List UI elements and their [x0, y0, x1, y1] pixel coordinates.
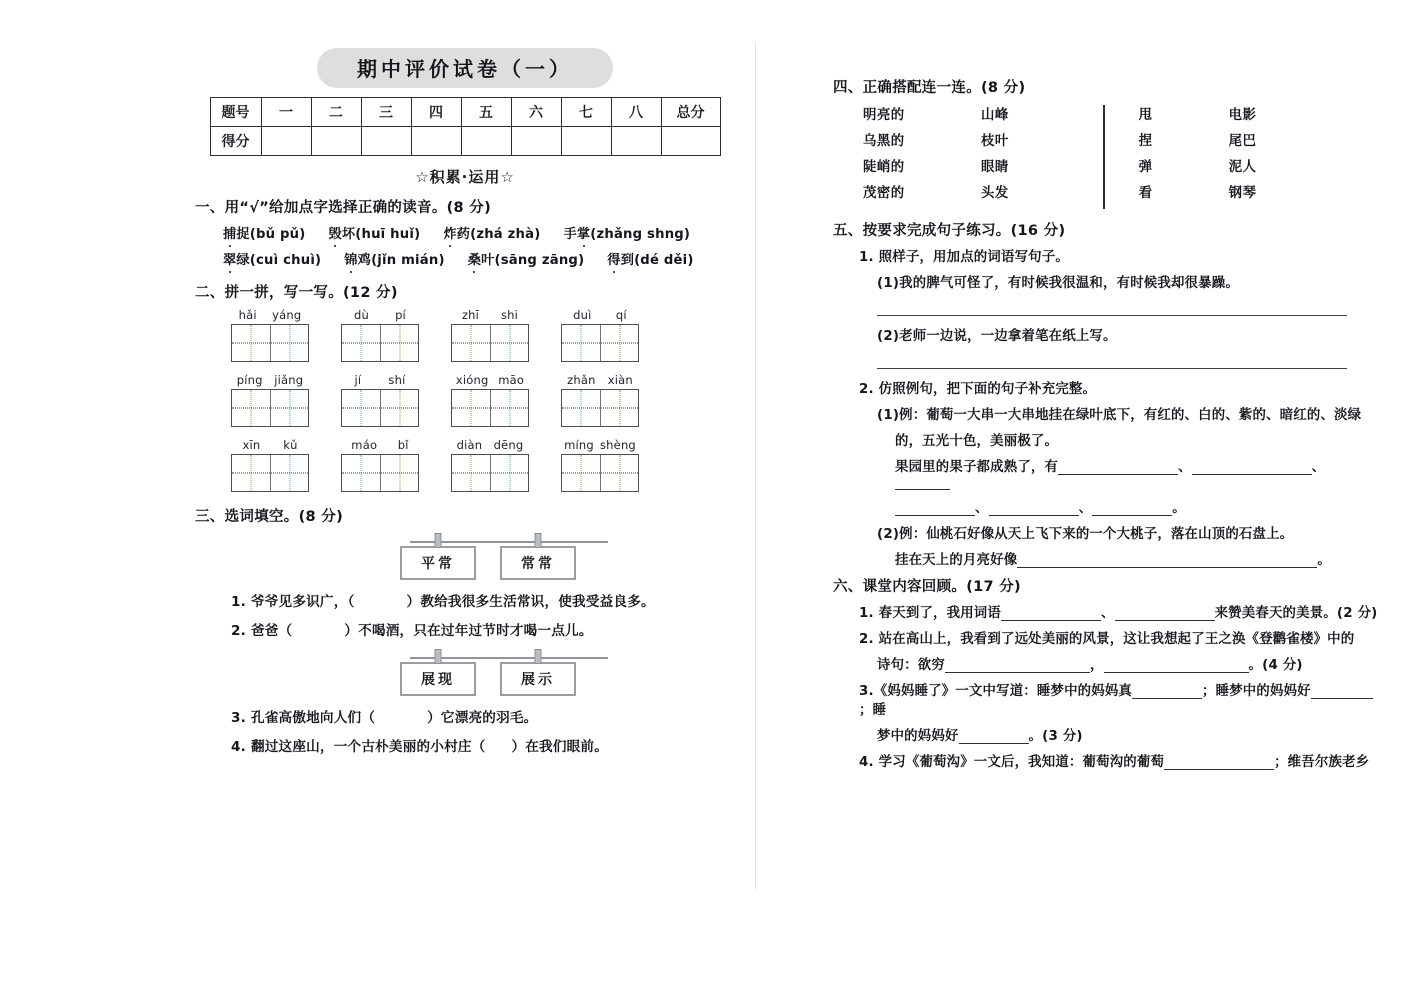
word-bank-unit	[500, 662, 576, 696]
match-item[interactable]: 看	[1138, 186, 1153, 201]
pron-row	[223, 223, 735, 242]
word-bank-peg-icon	[435, 533, 442, 548]
answer-blank[interactable]	[945, 658, 1090, 673]
match-item[interactable]: 山峰	[981, 108, 1009, 123]
pron-item[interactable]	[328, 223, 420, 242]
dotted-char: 锦	[344, 253, 358, 268]
dotted-char: 翠	[223, 253, 237, 268]
pinyin-2: yáng	[272, 308, 302, 322]
tianzige-cell[interactable]	[600, 325, 638, 361]
pron-options: (huī huǐ)	[355, 227, 421, 242]
tianzige-cell[interactable]	[270, 455, 308, 491]
answer-blank[interactable]	[959, 729, 1029, 744]
pinyin-label	[231, 373, 309, 387]
s6-item-2a: 2. 站在高山上，我看到了远处美丽的风景，这让我想起了王之涣《登鹳雀楼》中的	[859, 632, 1355, 647]
tianzige-cell[interactable]	[380, 390, 418, 426]
tianzige-box[interactable]	[451, 324, 529, 362]
tianzige-group	[451, 438, 529, 492]
s5-item-2-2b-text: 挂在天上的月亮好像	[895, 553, 1018, 568]
item-number: 1.	[231, 594, 247, 610]
item-text-after: ）教给我很多生活常识，使我受益良多。	[406, 594, 655, 610]
answer-blank[interactable]	[1192, 460, 1312, 475]
s6-item-4-a: 4. 学习《葡萄沟》一文后，我知道：葡萄沟的葡萄	[859, 755, 1165, 770]
word-option[interactable]: 平常	[400, 546, 476, 580]
pinyin-2: pí	[395, 308, 406, 322]
tianzige-cell[interactable]	[490, 390, 528, 426]
answer-blank[interactable]	[1058, 460, 1178, 475]
word-bank-peg-icon	[535, 649, 542, 664]
score-cell-4[interactable]	[411, 127, 461, 156]
pinyin-label	[561, 308, 639, 322]
tianzige-cell[interactable]	[562, 390, 600, 426]
fill-item	[231, 706, 735, 726]
section-2-heading: 二、拼一拼，写一写。(12 分)	[195, 285, 398, 301]
tianzige-cell[interactable]	[600, 390, 638, 426]
pinyin-label	[561, 438, 639, 452]
answer-blank[interactable]	[1001, 606, 1101, 621]
title-banner-wrap	[195, 48, 735, 88]
tianzige-cell[interactable]	[232, 455, 270, 491]
s6-item-2-c: 。(4 分)	[1248, 658, 1303, 673]
tianzige-box[interactable]	[451, 454, 529, 492]
pron-options: (zhǎng shng)	[590, 227, 691, 242]
item-text-before: 爷爷见多识广，（	[250, 594, 355, 610]
s5-item-2-1d: 、 、 。	[833, 497, 1378, 516]
pron-options: (jǐn mián)	[371, 253, 445, 268]
tianzige-group	[561, 373, 639, 427]
pron-word-rest: 捉	[236, 227, 250, 242]
answer-blank[interactable]	[895, 475, 950, 490]
score-col-3: 三	[361, 98, 411, 127]
s5-item-2-2b: 挂在天上的月亮好像 。	[895, 553, 1331, 568]
match-item[interactable]: 捏	[1138, 134, 1153, 149]
pinyin-2: qí	[615, 308, 627, 322]
match-item[interactable]: 尾巴	[1228, 134, 1257, 149]
score-cell-3[interactable]	[361, 127, 411, 156]
answer-line[interactable]	[877, 298, 1347, 316]
tianzige-cell[interactable]	[232, 325, 270, 361]
tianzige-box[interactable]	[341, 454, 419, 492]
pinyin-2: xiàn	[607, 373, 633, 387]
s5-item-1-1: (1)我的脾气可怪了，有时候我很温和，有时候我却很暴躁。	[877, 276, 1239, 291]
s5-item-2-1c-text: 果园里的果子都成熟了，有	[895, 460, 1059, 475]
score-cell-6[interactable]	[511, 127, 561, 156]
matching-half-right	[1105, 103, 1374, 209]
tianzige-group	[561, 438, 639, 492]
match-item[interactable]: 眼睛	[981, 160, 1009, 175]
tianzige-box[interactable]	[231, 324, 309, 362]
fill-item	[231, 590, 735, 610]
section-3-heading: 三、选词填空。(8 分)	[195, 509, 343, 525]
pinyin-1: míng	[564, 438, 594, 452]
section-4-heading: 四、正确搭配连一连。(8 分)	[833, 80, 1026, 96]
s6-item-3b	[833, 725, 1378, 744]
tianzige-box[interactable]	[341, 324, 419, 362]
tianzige-group	[231, 373, 309, 427]
match-item[interactable]: 茂密的	[863, 186, 905, 201]
match-item[interactable]: 钢琴	[1228, 186, 1257, 201]
pinyin-1: máo	[351, 438, 378, 452]
page-title: 期中评价试卷（一）	[317, 48, 613, 88]
s5-item-2: 2. 仿照例句，把下面的句子补充完整。	[859, 382, 1097, 397]
s6-item-3-e: 。(3 分)	[1028, 729, 1083, 744]
pinyin-label	[341, 438, 419, 452]
pinyin-1: zhī	[461, 308, 480, 322]
tianzige-cell[interactable]	[380, 325, 418, 361]
pron-word-rest: 药	[456, 227, 471, 242]
tianzige-box[interactable]	[561, 454, 639, 492]
pinyin-1: diàn	[456, 438, 483, 452]
tianzige-cell[interactable]	[342, 455, 380, 491]
word-bank-peg-icon	[535, 533, 542, 548]
score-col-7: 七	[561, 98, 611, 127]
match-column-objects	[1229, 103, 1339, 209]
tianzige-cell[interactable]	[562, 325, 600, 361]
pron-word-rest: 鸡	[357, 253, 372, 268]
pinyin-label	[231, 308, 309, 322]
match-column-adjectives	[863, 103, 981, 209]
pron-word-rest: 坏	[341, 227, 356, 242]
tianzige-cell[interactable]	[380, 455, 418, 491]
answer-blank[interactable]	[1092, 501, 1172, 516]
pinyin-label	[451, 308, 529, 322]
answer-line[interactable]	[877, 351, 1347, 369]
s6-item-4	[833, 751, 1378, 770]
score-cell-7[interactable]	[561, 127, 611, 156]
score-cell-2[interactable]	[311, 127, 361, 156]
dotted-char: 桑	[467, 253, 482, 268]
score-cell-1[interactable]	[261, 127, 311, 156]
pinyin-2: shèng	[599, 438, 636, 452]
match-item[interactable]: 明亮的	[863, 108, 905, 123]
tianzige-box[interactable]	[341, 389, 419, 427]
tianzige-cell[interactable]	[452, 455, 490, 491]
pron-options: (cuì chuì)	[249, 253, 322, 268]
pinyin-label	[451, 438, 529, 452]
word-bank-peg-icon	[435, 649, 442, 664]
tianzige-box[interactable]	[231, 454, 309, 492]
left-column	[195, 48, 735, 764]
word-bank-boxes	[400, 662, 576, 696]
pinyin-2: bǐ	[397, 438, 409, 452]
word-bank-unit	[400, 662, 476, 696]
pron-word-rest: 叶	[481, 253, 495, 268]
s6-item-4-b: ；维吾尔族老乡	[1274, 755, 1370, 770]
pron-word-rest: 绿	[236, 253, 250, 268]
score-cell-5[interactable]	[461, 127, 511, 156]
score-col-4: 四	[411, 98, 461, 127]
tianzige-row	[231, 373, 735, 427]
fill-item	[231, 619, 735, 639]
match-item[interactable]: 陡峭的	[863, 160, 905, 175]
tianzige-cell[interactable]	[600, 455, 638, 491]
word-bank-group-1	[195, 532, 735, 588]
pinyin-label	[451, 373, 529, 387]
item-number: 2.	[231, 623, 247, 639]
tianzige-cell[interactable]	[562, 455, 600, 491]
section-1-body	[195, 223, 735, 268]
s6-item-3-c: ；睡	[859, 703, 887, 718]
item-text-after: ）它漂亮的羽毛。	[427, 710, 538, 726]
tianzige-cell[interactable]	[270, 390, 308, 426]
tianzige-group	[231, 308, 309, 362]
item-text-after: ）不喝酒，只在过年过节时才喝一点儿。	[344, 623, 593, 639]
s5-item-2-2a: (2)例：仙桃石好像从天上飞下来的一个大桃子，落在山顶的石盘上。	[877, 527, 1294, 542]
score-col-6: 六	[511, 98, 561, 127]
matching-columns	[863, 103, 1378, 209]
pinyin-label	[341, 308, 419, 322]
answer-blank[interactable]	[1311, 684, 1373, 699]
tianzige-row	[231, 308, 735, 362]
tianzige-group	[561, 308, 639, 362]
pinyin-label	[341, 373, 419, 387]
word-bank-unit	[400, 546, 476, 580]
pinyin-1: zhǎn	[567, 373, 596, 387]
pinyin-2: shí	[388, 373, 406, 387]
tianzige-cell[interactable]	[342, 325, 380, 361]
score-col-total: 总分	[661, 98, 720, 127]
s5-item-1-2: (2)老师一边说，一边拿着笔在纸上写。	[877, 329, 1117, 344]
pron-word-rest: 到	[620, 253, 635, 268]
fill-list-group-2	[195, 706, 735, 755]
score-col-5: 五	[461, 98, 511, 127]
column-divider	[755, 42, 756, 890]
pinyin-2: kǔ	[283, 438, 298, 452]
tianzige-box[interactable]	[231, 389, 309, 427]
score-cell-8[interactable]	[611, 127, 661, 156]
answer-blank[interactable]	[1164, 755, 1274, 770]
match-item[interactable]: 弹	[1138, 160, 1153, 175]
pinyin-2: shi	[500, 308, 519, 322]
pinyin-1: hǎi	[238, 308, 257, 322]
answer-blank[interactable]	[1132, 684, 1202, 699]
pron-word-lead: 手	[563, 227, 577, 242]
s6-item-3-b: ；睡梦中的妈妈好	[1202, 684, 1311, 699]
tianzige-cell[interactable]	[232, 390, 270, 426]
tianzige-row	[231, 438, 735, 492]
section-1-heading: 一、用“√”给加点字选择正确的读音。(8 分)	[195, 200, 492, 216]
tianzige-box[interactable]	[451, 389, 529, 427]
tianzige-cell[interactable]	[490, 325, 528, 361]
tianzige-group	[341, 308, 419, 362]
pron-options: (sāng zāng)	[494, 253, 585, 268]
tianzige-group	[231, 438, 309, 492]
item-text-after: ）在我们眼前。	[511, 739, 609, 755]
dotted-char: 捕	[223, 227, 237, 242]
pinyin-2: dēng	[493, 438, 524, 452]
s6-item-3-a: 3.《妈妈睡了》一文中写道：睡梦中的妈妈真	[859, 684, 1133, 699]
pinyin-1: xióng	[455, 373, 489, 387]
pron-item[interactable]	[344, 249, 444, 268]
dotted-char: 掌	[576, 227, 591, 242]
word-option[interactable]: 展现	[400, 662, 476, 696]
score-col-2: 二	[311, 98, 361, 127]
pron-item[interactable]	[443, 223, 540, 242]
pron-item[interactable]	[607, 249, 693, 268]
s5-item-1: 1. 照样子，用加点的词语写句子。	[859, 250, 1069, 265]
tianzige-group	[341, 373, 419, 427]
pron-options: (bǔ pǔ)	[249, 227, 306, 242]
right-column	[833, 76, 1378, 777]
tianzige-box[interactable]	[561, 389, 639, 427]
dotted-char: 毁	[328, 227, 342, 242]
s5-item-2-1b: 的，五光十色，美丽极了。	[895, 434, 1059, 449]
matching-half-left	[863, 103, 1103, 209]
tianzige-box[interactable]	[561, 324, 639, 362]
pron-item[interactable]	[468, 249, 585, 268]
tianzige-group	[451, 373, 529, 427]
s6-item-3a	[833, 680, 1378, 718]
section-4-body	[833, 103, 1378, 209]
pinyin-label	[561, 373, 639, 387]
tianzige-cell[interactable]	[490, 455, 528, 491]
word-option[interactable]: 常常	[500, 546, 576, 580]
score-col-1: 一	[261, 98, 311, 127]
word-option[interactable]: 展示	[500, 662, 576, 696]
pinyin-1: dù	[354, 308, 370, 322]
pinyin-2: jiǎng	[274, 373, 304, 387]
pinyin-1: duì	[573, 308, 592, 322]
pron-row	[223, 249, 735, 268]
section-6-heading: 六、课堂内容回顾。(17 分)	[833, 579, 1021, 595]
pinyin-1: píng	[236, 373, 263, 387]
match-column-verbs	[1139, 103, 1229, 209]
item-text-before: 爸爸（	[250, 623, 293, 639]
match-item[interactable]: 头发	[981, 186, 1009, 201]
s5-item-2-1a: (1)例：葡萄一大串一大串地挂在绿叶底下，有红的、白的、紫的、暗红的、淡绿	[877, 408, 1362, 423]
tianzige-cell[interactable]	[270, 325, 308, 361]
match-item[interactable]: 乌黑的	[863, 134, 905, 149]
item-number: 4.	[231, 739, 247, 755]
tianzige-cell[interactable]	[452, 390, 490, 426]
section-subheading: ☆积累·运用☆	[415, 168, 515, 186]
word-bank-unit	[500, 546, 576, 580]
score-table-row-label-2: 得分	[210, 127, 261, 156]
tianzige-cell[interactable]	[342, 390, 380, 426]
pinyin-2: māo	[498, 373, 525, 387]
pron-item[interactable]	[223, 249, 321, 268]
match-item[interactable]: 枝叶	[981, 134, 1009, 149]
match-item[interactable]: 泥人	[1228, 160, 1257, 175]
match-item[interactable]: 甩	[1138, 108, 1153, 123]
s6-item-2-b: 诗句：欲穷	[877, 658, 945, 673]
answer-blank[interactable]	[1017, 553, 1317, 568]
section-2-body	[195, 308, 735, 492]
answer-blank[interactable]	[1115, 606, 1215, 621]
match-item[interactable]: 电影	[1228, 108, 1257, 123]
pron-item[interactable]	[563, 223, 690, 242]
table-row-headers	[210, 98, 720, 127]
tianzige-cell[interactable]	[452, 325, 490, 361]
pron-options: (dé děi)	[634, 253, 694, 268]
item-text-before: 孔雀高傲地向人们（	[250, 710, 376, 726]
pron-options: (zhá zhà)	[470, 227, 541, 242]
item-text-before: 翻过这座山，一个古朴美丽的小村庄（	[250, 739, 486, 755]
table-row-scores	[210, 127, 720, 156]
pinyin-1: jí	[354, 373, 362, 387]
tianzige-group	[341, 438, 419, 492]
pinyin-1: xīn	[242, 438, 261, 452]
tianzige-group	[451, 308, 529, 362]
dotted-char: 得	[607, 253, 621, 268]
answer-blank[interactable]	[1104, 658, 1249, 673]
s6-item-3-d: 梦中的妈妈好	[877, 729, 959, 744]
s6-item-1: 1. 春天到了，我用词语 、 来赞美春天的美景。(2 分)	[859, 606, 1378, 621]
s5-item-2-1c: 果园里的果子都成熟了，有 、 、	[833, 456, 1378, 490]
score-table-row-label-1: 题号	[210, 98, 261, 127]
score-cell-total[interactable]	[661, 127, 720, 156]
s6-item-1-b: 来赞美春天的美景。(2 分)	[1214, 606, 1378, 621]
answer-blank[interactable]	[895, 501, 975, 516]
word-bank-group-2	[195, 648, 735, 704]
item-number: 3.	[231, 710, 247, 726]
pinyin-label	[231, 438, 309, 452]
score-table	[210, 97, 721, 156]
pron-item[interactable]	[223, 223, 305, 242]
section-5-heading: 五、按要求完成句子练习。(16 分)	[833, 223, 1066, 239]
s6-item-1-a: 1. 春天到了，我用词语	[859, 606, 1001, 621]
fill-list-group-1	[195, 590, 735, 639]
s6-item-2b: 诗句：欲穷 ， 。(4 分)	[877, 658, 1303, 673]
match-column-nouns	[981, 103, 1091, 209]
dotted-char: 炸	[443, 227, 457, 242]
fill-item	[231, 735, 735, 755]
word-bank-boxes	[400, 546, 576, 580]
answer-blank[interactable]	[989, 501, 1079, 516]
score-col-8: 八	[611, 98, 661, 127]
